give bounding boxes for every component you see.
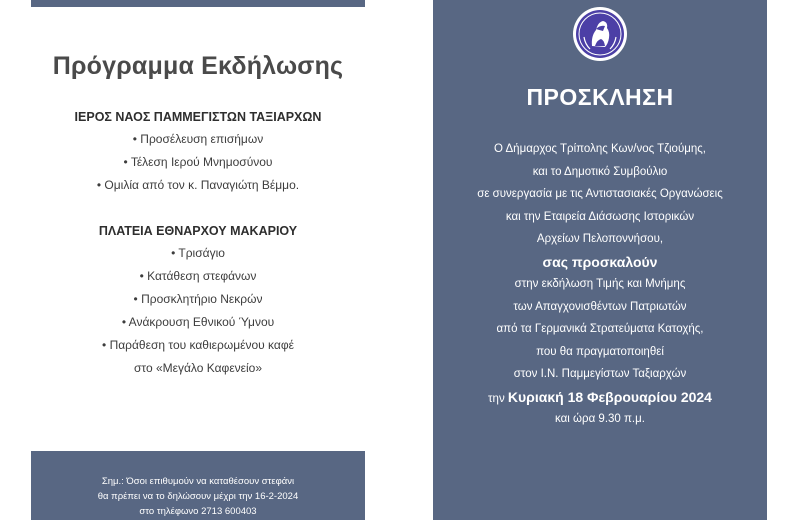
program-item: • Ομιλία από τον κ. Παναγιώτη Βέμμο. [96, 178, 300, 192]
section-heading: ΙΕΡΟΣ ΝΑΟΣ ΠΑΜΜΕΓΙΣΤΩΝ ΤΑΞΙΑΡΧΩΝ [74, 110, 322, 124]
section-heading: ΠΛΑΤΕΙΑ ΕΘΝΑΡΧΟΥ ΜΑΚΑΡΙΟΥ [98, 224, 298, 238]
program-item: στο «Μεγάλο Καφενείο» [133, 361, 263, 375]
program-section-square [31, 222, 365, 380]
invitation-line: Ο Δήμαρχος Τρίπολης Κων/νος Τζιούμης, [493, 143, 707, 155]
footer-note-line: στο τηλέφωνο 2713 600403 [139, 506, 257, 517]
program-panel [31, 0, 365, 520]
invitation-line: και το Δημοτικό Συμβούλιο [532, 165, 668, 178]
invitation-line: και την Εταιρεία Διάσωσης Ιστορικών [505, 210, 695, 223]
program-item: • Κατάθεση στεφάνων [139, 269, 257, 283]
program-top-bar [31, 0, 365, 7]
invitation-time: και ώρα 9.30 π.μ. [555, 413, 645, 425]
invitation-line: στον Ι.Ν. Παμμεγίστων Ταξιαρχών [513, 368, 687, 380]
footer-note-line: θα πρέπει να το δηλώσουν μέχρι την 16-2-2024 [97, 491, 299, 502]
invitation-line: από τα Γερμανικά Στρατεύματα Κατοχής, [496, 323, 704, 335]
program-item: • Παράθεση του καθιερωμένου καφέ [102, 338, 294, 352]
program-item: • Τέλεση Ιερού Μνημοσύνου [123, 155, 273, 169]
invitation-line: Αρχείων Πελοποννήσου, [536, 233, 664, 245]
invitation-date [433, 386, 767, 409]
program-section-church [31, 108, 365, 197]
invitation-line: των Απαγχονισθέντων Πατριωτών [513, 300, 687, 313]
program-title: Πρόγραμμα Εκδήλωσης [52, 52, 344, 80]
program-item: • Τρισάγιο [171, 246, 225, 260]
program-footer-note [31, 451, 365, 520]
invitation-panel [433, 0, 767, 520]
footer-note-line: Σημ.: Όσοι επιθυμούν να καταθέσουν στεφάνι [101, 476, 295, 487]
invitation-line: στην εκδήλωση Τιμής και Μνήμης [514, 278, 686, 290]
invitation-date-strong: Κυριακή 18 Φεβρουαρίου 2024 [507, 388, 712, 405]
municipality-seal-icon [572, 6, 628, 62]
invitation-line: σε συνεργασία με τις Αντιστασιακές Οργανώσεις [477, 188, 723, 200]
invitation-invite-line: σας προσκαλούν [542, 253, 658, 270]
invitation-body [433, 138, 767, 431]
invitation-title: ΠΡΟΣΚΛΗΣΗ [526, 84, 674, 110]
program-item: • Προσέλευση επισήμων [132, 132, 264, 146]
invitation-date-prefix: την [488, 392, 508, 405]
invitation-line: που θα πραγματοποιηθεί [536, 345, 664, 358]
program-item: • Προσκλητήριο Νεκρών [133, 292, 263, 306]
program-item: • Ανάκρουση Εθνικού Ύμνου [121, 315, 275, 329]
